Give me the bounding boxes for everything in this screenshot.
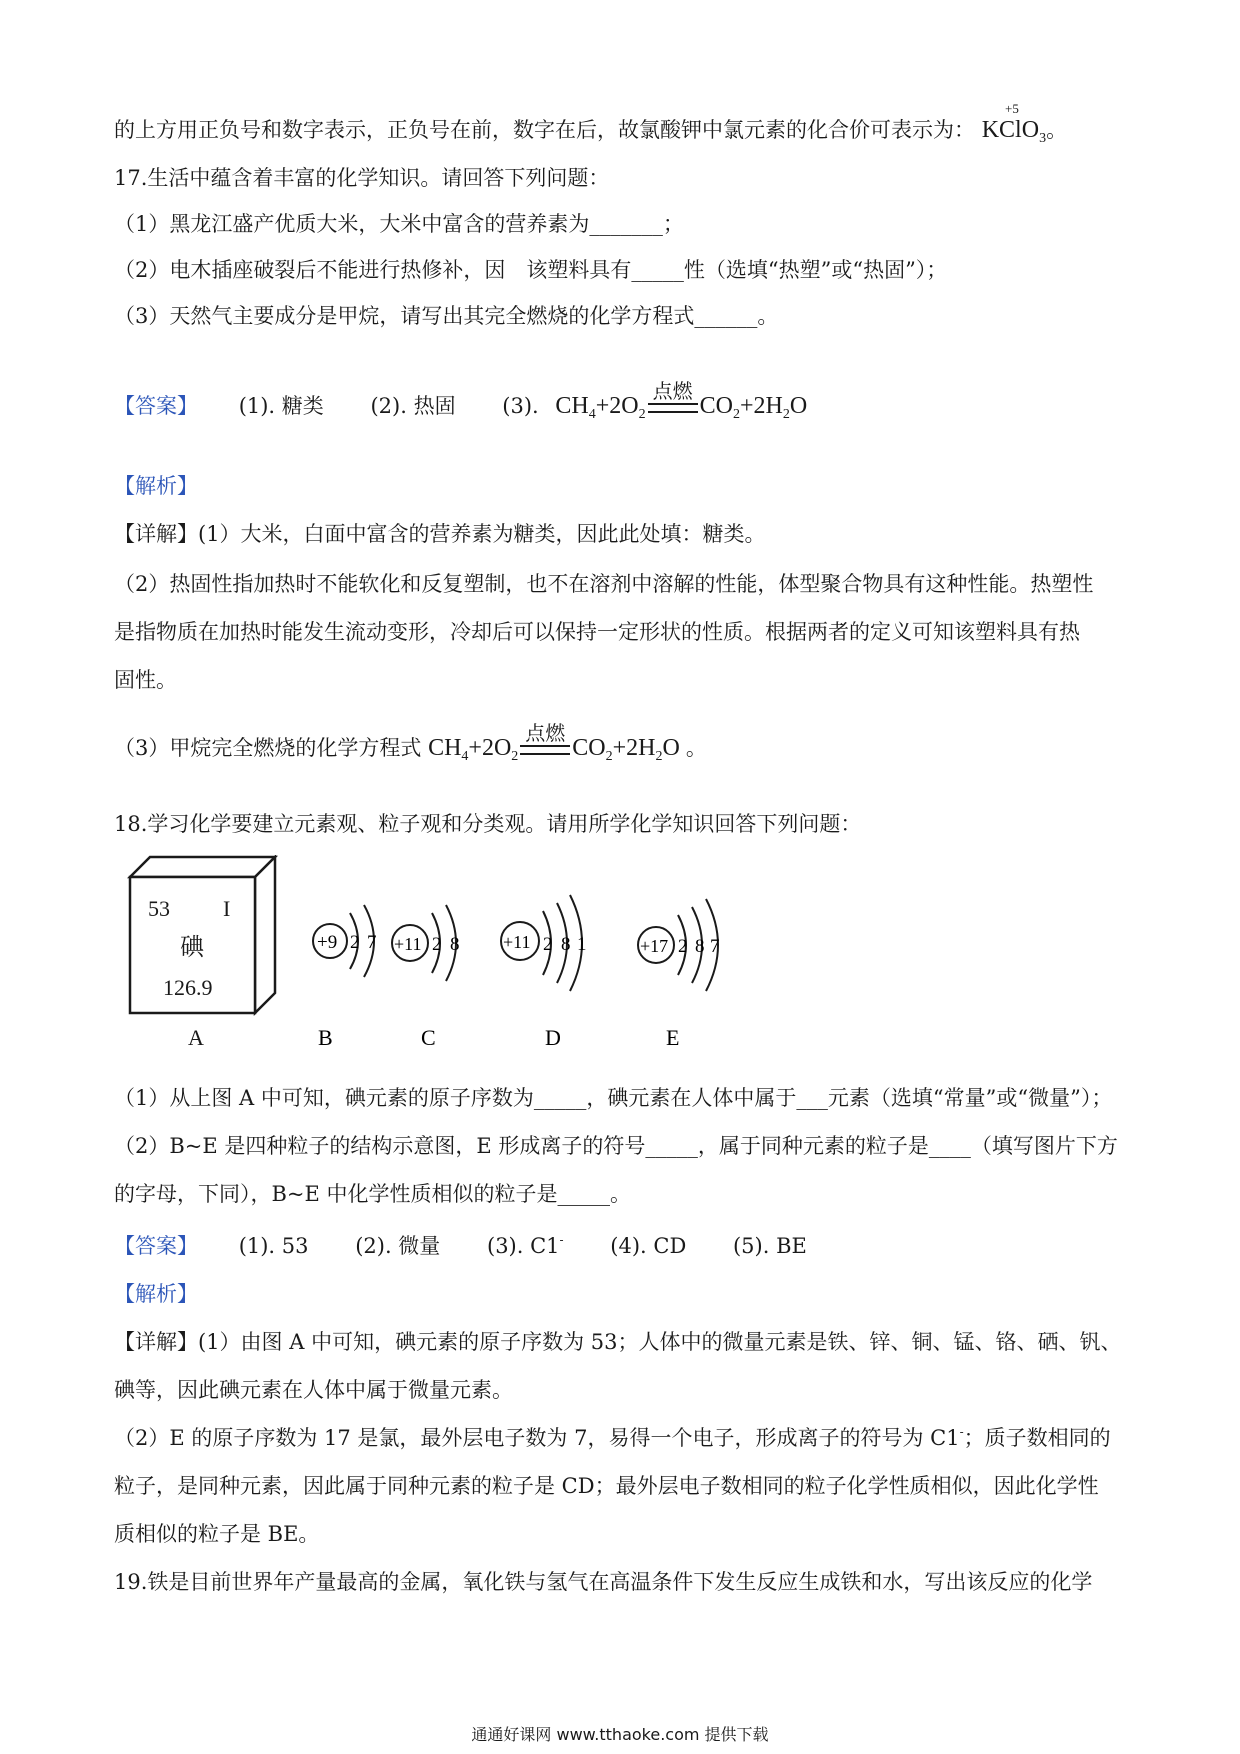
detail-text: (1）大米，白面中富含的营养素为糖类，因此此处填：糖类。 [198,522,766,546]
intro-text: 的上方用正负号和数字表示，正负号在前，数字在后，故氯酸钾中氯元素的化合价可表示为： [114,118,975,142]
atom-b-nucleus: +9 [317,932,338,953]
element-symbol: I [223,896,231,921]
eq-ch: CH [428,735,462,761]
answer-label: 【答案】 [114,394,198,418]
detail-text: (1）由图 A 中可知，碘元素的原子序数为 53；人体中的微量元素是铁、锌、铜、锰、铬、硒、钒、 [198,1330,1122,1354]
q19-stem: 19.铁是目前世界年产量最高的金属，氧化铁与氢气在高温条件下发生反应生成铁和水，写出该反应的化学 [114,1570,1093,1594]
q18-answer-3-text: (3). C1 [487,1234,560,1258]
detail-2a-sup: - [959,1425,964,1439]
eq-h2-sub: 2 [782,407,790,422]
q18-stem: 18.学习化学要建立元素观、粒子观和分类观。请用所学化学知识回答下列问题： [114,812,862,836]
q17-part1: （1）黑龙江盛产优质大米，大米中富含的营养素为_______； [114,212,684,236]
detail-2a-text: （2）E 的原子序数为 17 是氯，最外层电子数为 7，易得一个电子，形成离子的符号为 C1 [114,1426,960,1450]
formula-cl-text: Cl [999,117,1022,143]
atomic-structure-figure [110,855,830,1055]
eq-co-sub: 2 [732,407,740,422]
atom-b-shell-2: 7 [367,932,377,953]
q18-part1: （1）从上图 A 中可知，碘元素的原子序数为_____，碘元素在人体中属于___元素（选填“常量”或“微量”）； [114,1086,1113,1110]
q17-answer-line [114,379,808,423]
eq-h2: +2H [739,393,783,419]
atom-d-shell-1: 2 [543,934,553,955]
intro-end: 。 [1046,118,1068,142]
eq-h2-sub: 2 [655,749,663,764]
q18-detail-2a [114,1422,1111,1452]
q17-analysis-label: 【解析】 [114,474,198,498]
atom-c-diagram [392,905,460,1050]
label-b: B [318,1025,333,1050]
eq-o2: +2O [595,393,639,419]
q17-stem: 17.生活中蕴含着丰富的化学知识。请回答下列问题： [114,166,610,190]
page-footer: 通通好课网 www.tthaoke.com 提供下载 [471,1725,769,1744]
q18-part2b: 的字母，下同），B~E 中化学性质相似的粒子是_____。 [114,1182,632,1206]
q18-detail-1b: 碘等，因此碘元素在人体中属于微量元素。 [114,1378,513,1402]
q17-answer-2: (2). 热固 [370,394,456,418]
q18-detail-2b: 粒子，是同种元素，因此属于同种元素的粒子是 CD；最外层电子数相同的粒子化学性质相似，因此化学性 [114,1474,1099,1498]
atom-c-nucleus: +11 [394,934,422,954]
q18-part2a: （2）B~E 是四种粒子的结构示意图，E 形成离子的符号_____，属于同种元素的粒子是____（填写图片下方 [114,1134,1118,1158]
reaction-condition: 点燃 [652,379,693,404]
q18-answer-5: (5). BE [732,1234,807,1258]
label-d: D [545,1025,561,1050]
atomic-number: 53 [148,896,170,921]
atom-d-nucleus: +11 [503,932,531,952]
element-name: 碘 [180,933,204,961]
q18-answer-3-sup: - [559,1233,564,1247]
eq-co: CO [699,393,733,419]
atom-b-diagram [313,905,377,1050]
detail-label: 【详解】 [114,1330,198,1354]
eq-ch-sub: 4 [588,407,596,422]
formula-cl [999,101,1022,144]
detail-2a-end: ；质子数相同的 [963,1426,1111,1450]
answer-label: 【答案】 [114,1234,198,1258]
q17-part3: （3）天然气主要成分是甲烷，请写出其完全燃烧的化学方程式______。 [114,304,779,328]
eq-co: CO [572,735,606,761]
reaction-arrow [648,379,698,413]
atom-e-shell-1: 2 [678,936,688,957]
eq-o-end: O [789,393,808,419]
kclo3-formula [981,101,1047,147]
formula-k: K [981,117,1000,143]
eq-co-sub: 2 [605,749,613,764]
atom-d-shell-3: 1 [577,934,587,955]
detail-label: 【详解】 [114,522,198,546]
atomic-mass: 126.9 [163,975,213,1000]
atom-b-shell-1: 2 [350,932,360,953]
eq-h2: +2H [612,735,656,761]
valence-mark: +5 [1005,101,1019,116]
eq-ch-sub: 4 [461,749,469,764]
detail-3-text: （3）甲烷完全燃烧的化学方程式 [114,736,422,760]
q17-detail-3 [114,721,707,765]
atom-c-shell-1: 2 [432,934,442,955]
q17-detail-2b: 是指物质在加热时能发生流动变形，冷却后可以保持一定形状的性质。根据两者的定义可知该塑料具有热 [114,620,1080,644]
q18-answer-4: (4). CD [610,1234,687,1258]
equation-answer [555,379,808,423]
atom-e-shell-2: 8 [695,936,705,957]
label-c: C [421,1025,436,1050]
atom-d-diagram [501,895,587,1050]
formula-o: O [1021,117,1040,143]
q17-part2: （2）电木插座破裂后不能进行热修补，因 该塑料具有_____性（选填“热塑”或“热固”）； [114,258,948,282]
atom-c-shell-2: 8 [450,934,460,955]
q17-detail-2a: （2）热固性指加热时不能软化和反复塑制，也不在溶剂中溶解的性能，体型聚合物具有这种性能。热塑性 [114,572,1094,596]
atom-e-shell-3: 7 [710,936,720,957]
q18-answer-line [114,1230,807,1260]
reaction-condition: 点燃 [525,721,566,746]
intro-line [114,101,1068,147]
q18-detail-1a [114,1326,1121,1356]
q18-answer-2: (2). 微量 [355,1234,441,1258]
q17-answer-3: (3). [502,394,539,418]
atom-e-diagram [638,899,720,1050]
eq-ch: CH [555,393,589,419]
equation-detail [428,721,686,764]
q18-detail-2c: 质相似的粒子是 BE。 [114,1522,320,1546]
atom-d-shell-2: 8 [561,934,571,955]
label-a: A [188,1025,204,1050]
q18-answer-1: (1). 53 [238,1234,309,1258]
eq-o2: +2O [468,735,512,761]
reaction-arrow [520,721,570,755]
q18-answer-3 [487,1233,564,1258]
eq-o2-sub: 2 [638,407,646,422]
atom-e-nucleus: +17 [640,936,669,956]
q18-analysis-label: 【解析】 [114,1282,198,1306]
q17-detail-1 [114,518,766,548]
q17-detail-2c: 固性。 [114,668,177,692]
q17-answer-1: (1). 糖类 [238,394,324,418]
eq-o-end: O [662,735,680,761]
formula-sub: 3 [1039,131,1047,146]
label-e: E [666,1025,680,1050]
detail-3-end: 。 [685,736,707,760]
eq-o2-sub: 2 [511,749,519,764]
